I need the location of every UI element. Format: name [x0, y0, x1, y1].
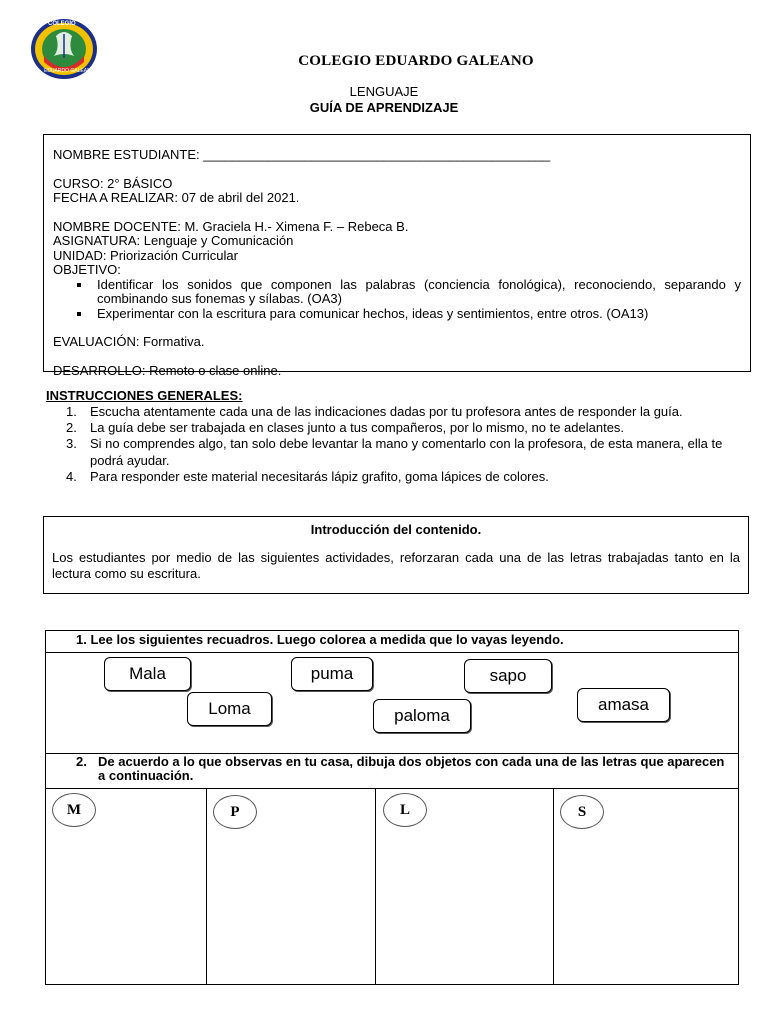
drawing-area-m[interactable]	[48, 831, 204, 981]
activity-2-title	[76, 755, 726, 783]
instruction-number: 3.	[66, 436, 77, 452]
date-line: FECHA A REALIZAR: 07 de abril del 2021.	[53, 190, 300, 205]
intro-box	[43, 516, 749, 594]
word-box-loma[interactable]: Loma	[187, 692, 272, 726]
instruction-number: 2.	[66, 420, 77, 436]
student-name-field[interactable]: NOMBRE ESTUDIANTE: ________________________________________________	[53, 147, 551, 162]
letter-circle-p: P	[213, 795, 257, 829]
instruction-text: Escucha atentamente cada una de las indicaciones dadas por tu profesora antes de responder la guía.	[90, 404, 683, 419]
word-box-mala[interactable]: Mala	[104, 657, 191, 691]
activity-2-text: De acuerdo a lo que observas en tu casa, dibuja dos objetos con cada una de las letras que aparecen a continuación.	[98, 754, 725, 783]
drawing-area-s[interactable]	[555, 831, 735, 981]
activity-2-number: 2.	[76, 754, 87, 769]
instruction-text: La guía debe ser trabajada en clases junto a tus compañeros, por lo mismo, no te adelantes.	[90, 420, 625, 436]
column-divider	[375, 788, 376, 984]
unit-line: UNIDAD: Priorización Curricular	[53, 247, 238, 263]
column-divider	[553, 788, 554, 984]
course-line: CURSO: 2° BÁSICO	[53, 175, 173, 191]
drawing-area-l[interactable]	[377, 831, 551, 981]
intro-title: Introducción del contenido.	[310, 522, 482, 537]
student-info-box	[43, 134, 751, 378]
instruction-item	[66, 404, 736, 420]
activity-table	[45, 630, 739, 985]
instruction-number: 4.	[66, 468, 77, 484]
word-box-amasa[interactable]: amasa	[577, 688, 670, 722]
instruction-item	[66, 469, 736, 485]
instruction-text: Para responder este material necesitarás lápiz grafito, goma lápices de colores.	[90, 468, 549, 484]
objective-item: Experimentar con la escritura para comunicar hechos, ideas y sentimientos, entre otros. (OA13)	[77, 307, 741, 322]
subject-line: ASIGNATURA: Lenguaje y Comunicación	[53, 233, 294, 248]
column-divider	[206, 788, 207, 984]
school-logo	[30, 18, 98, 80]
evaluation-line: EVALUACIÓN: Formativa.	[53, 334, 205, 349]
letter-circle-s: S	[560, 795, 604, 829]
development-line: DESARROLLO: Remoto o clase online.	[53, 362, 282, 378]
school-name: COLEGIO EDUARDO GALEANO	[298, 53, 534, 69]
word-box-paloma[interactable]: paloma	[373, 699, 471, 733]
word-box-puma[interactable]: puma	[291, 657, 373, 691]
objective-item: Identificar los sonidos que componen las palabras (conciencia fonológica), reconociendo, separando y combinando sus fonemas y sílabas. (OA3)	[77, 278, 741, 307]
objective-list	[53, 278, 741, 322]
logo-ring-bottom-text: EDUARDO GALEANO	[44, 68, 95, 74]
instruction-text: Si no comprendes algo, tan solo debe levantar la mano y comentarlo con la profesora, de esta manera, ella te podrá ayudar.	[90, 436, 723, 468]
intro-text: Los estudiantes por medio de las siguientes actividades, reforzaran cada una de las letras trabajadas tanto en la lectura como su escritura.	[52, 550, 740, 581]
activity-1-title: 1. Lee los siguientes recuadros. Luego colorea a medida que lo vayas leyendo.	[76, 632, 564, 647]
objective-label: OBJETIVO:	[53, 262, 121, 277]
teacher-line: NOMBRE DOCENTE: M. Graciela H.- Ximena F. – Rebeca B.	[53, 218, 409, 234]
letter-circle-l: L	[383, 793, 427, 827]
table-divider	[46, 652, 738, 653]
instruction-item	[66, 420, 736, 436]
table-divider	[46, 788, 738, 789]
subject-heading: LENGUAJE	[349, 84, 419, 99]
instructions-list	[66, 404, 736, 485]
logo-ring-top-text: COLEGIO	[48, 21, 76, 27]
instructions-title: INSTRUCCIONES GENERALES:	[46, 388, 243, 403]
drawing-area-p[interactable]	[208, 831, 373, 981]
guide-title: GUÍA DE APRENDIZAJE	[309, 100, 459, 115]
letter-circle-m: M	[52, 793, 96, 827]
instruction-number: 1.	[66, 404, 77, 419]
word-box-sapo[interactable]: sapo	[464, 659, 552, 693]
instruction-item	[66, 436, 736, 468]
